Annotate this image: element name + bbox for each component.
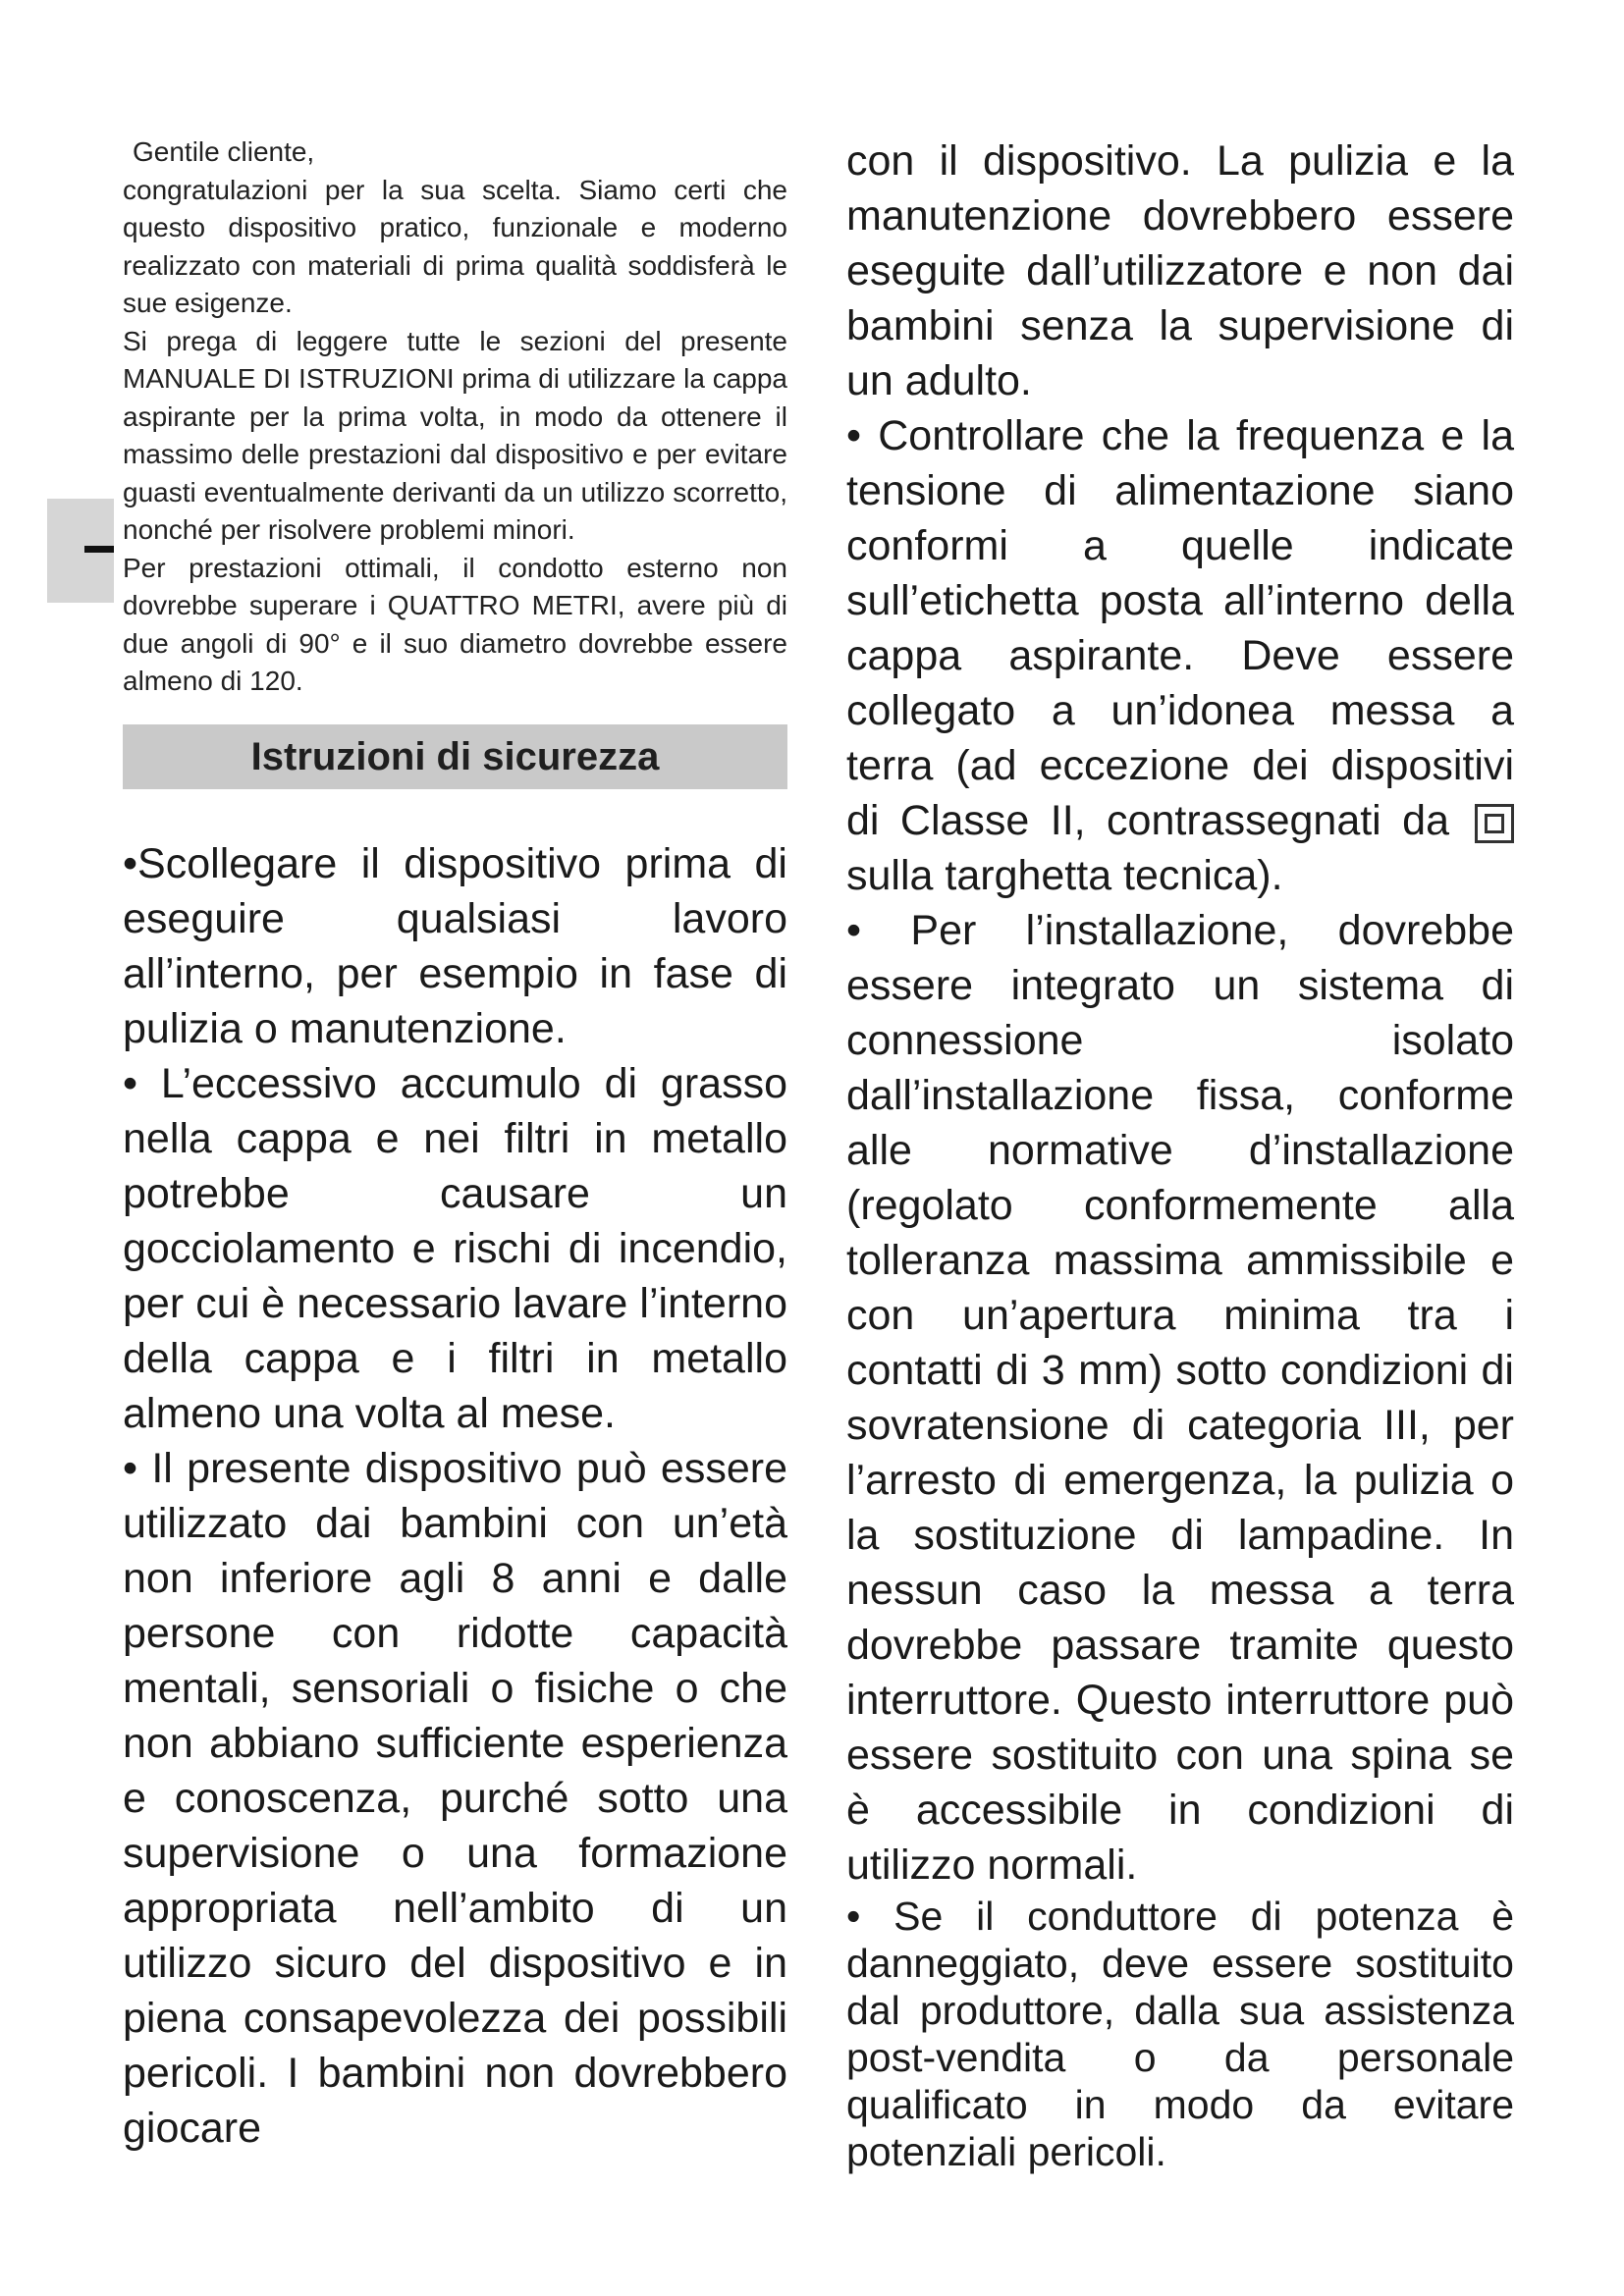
safety-list-right-last (846, 1893, 1514, 2175)
greeting: Gentile cliente, (133, 136, 315, 167)
children-continuation: con il dispositivo. La pulizia e la manutenzione dovrebbero essere eseguite dall’utilizzatore e non dai bambini senza la supervisione di un adulto. (846, 137, 1514, 404)
right-column (846, 133, 1514, 2175)
intro-paragraph: congratulazioni per la sua scelta. Siamo certi che questo dispositivo pratico, funzionale e moderno realizzato con materiali di prima qualità soddisferà le sue esigenze. (123, 174, 787, 318)
intro-paragraph: Si prega di leggere tutte le sezioni del presente MANUALE DI ISTRUZIONI prima di utilizzare la cappa aspirante per la prima volta, in modo da ottenere il massimo delle prestazioni dal dispositivo e per evitare guasti eventualmente derivanti da un utilizzo scorretto, nonché per risolvere problemi minori. (123, 325, 787, 545)
frequency-text: • Controllare che la frequenza e la tensione di alimentazione siano conformi a quelle indicate sull’etichetta posta all’interno della cappa aspirante. Deve essere collegato a un’idonea messa a terra (ad eccezione dei dispositivi di Classe II, contrassegnati da (846, 412, 1514, 844)
safety-item-grease: • L’eccessivo accumulo di grasso nella cappa e nei filtri in metallo potrebbe causare un gocciolamento e rischi di incendio, per cui è necessario lavare l’interno della cappa e i filtri in metallo almeno una volta al mese. (123, 1059, 787, 1437)
safety-item-children: • Il presente dispositivo può essere utilizzato dai bambini con un’età non inferiore agli 8 anni e dalle persone con ridotte capacità mentali, sensoriali o fisiche o che non abbiano sufficiente esperienza e conoscenza, purché sotto una supervisione o una formazione appropriata nell’ambito di un utilizzo sicuro del dispositivo e in piena consapevolezza dei possibili pericoli. I bambini non dovrebbero giocare (123, 1444, 787, 2152)
section-title: Istruzioni di sicurezza (123, 724, 787, 789)
safety-item-frequency (846, 408, 1514, 903)
language-tab-dash (84, 546, 114, 553)
safety-item-unplug: •Scollegare il dispositivo prima di eseguire qualsiasi lavoro all’interno, per esempio in fase di pulizia o manutenzione. (123, 839, 787, 1052)
intro-text (123, 133, 787, 701)
safety-list-left (123, 836, 787, 2156)
class-ii-symbol-icon (1475, 804, 1514, 843)
safety-item-power-cable: • Se il conduttore di potenza è danneggiato, deve essere sostituito dal produttore, dalla sua assistenza post-vendita o da personale qualificato in modo da evitare potenziali pericoli. (846, 1894, 1514, 2174)
intro-paragraph: Per prestazioni ottimali, il condotto esterno non dovrebbe superare i QUATTRO METRI, avere più di due angoli di 90° e il suo diametro dovrebbe essere almeno di 120. (123, 552, 787, 696)
left-column (123, 133, 787, 2156)
frequency-text-end: sulla targhetta tecnica). (846, 852, 1283, 899)
safety-item-installation: • Per l’installazione, dovrebbe essere integrato un sistema di connessione isolato dall’installazione fissa, conforme alle normative d’installazione (regolato conformemente alla tolleranza massima ammissibile e con un’apertura minima tra i contatti di 3 mm) sotto condizioni di sovratensione di categoria III, per l’arresto di emergenza, la pulizia o la sostituzione di lampadine. In nessun caso la messa a terra dovrebbe passare tramite questo interruttore. Questo interruttore può essere sostituito con una spina se è accessibile in condizioni di utilizzo normali. (846, 907, 1514, 1889)
safety-list-right (846, 133, 1514, 1893)
